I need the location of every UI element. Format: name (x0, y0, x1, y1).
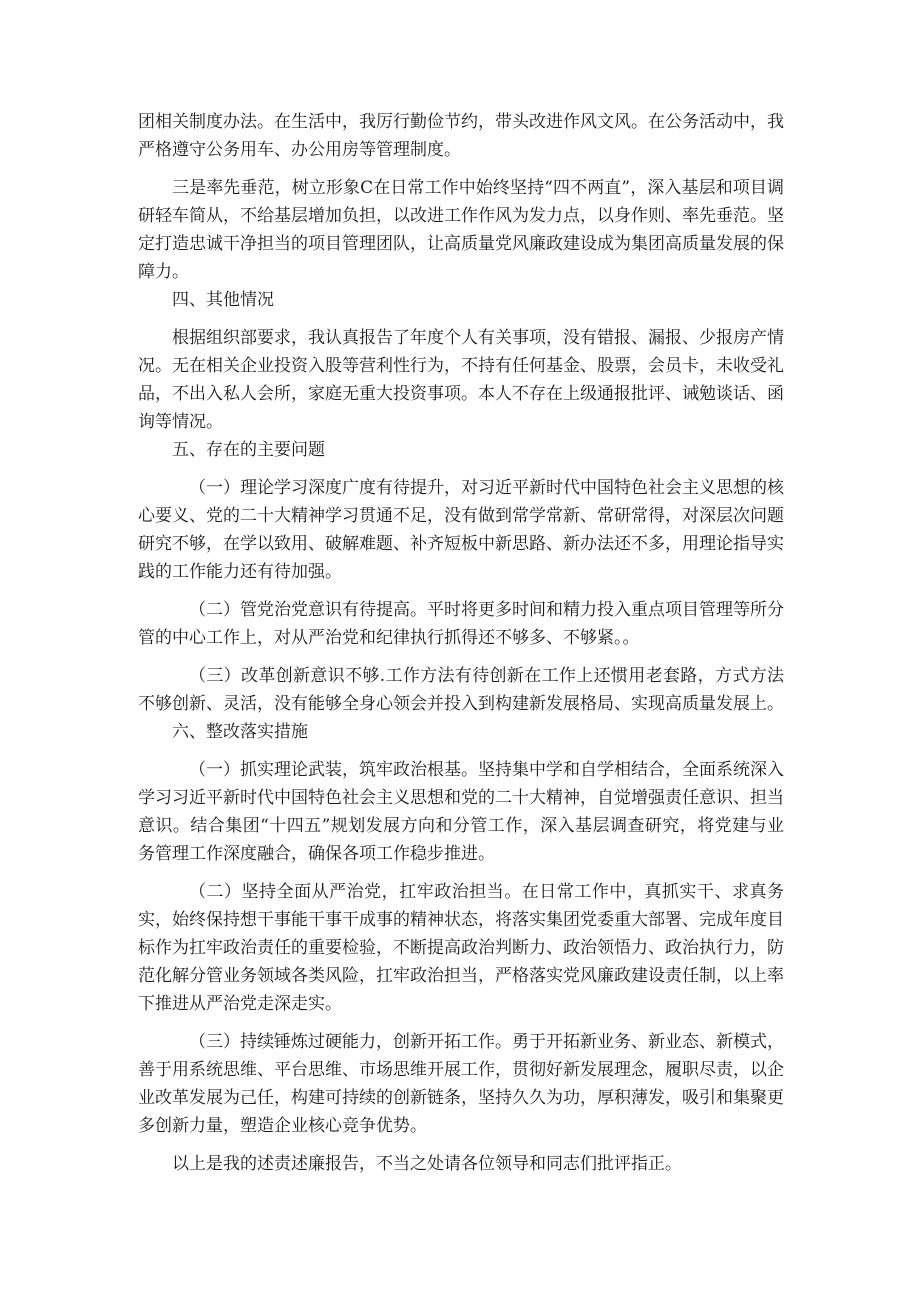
paragraph-personal-report: 根据组织部要求，我认真报告了年度个人有关事项，没有错报、漏报、少报房产情况。无在相关企业投资入股等营利性行为，不持有任何基金、股票，会员卡，未收受礼品，不出入私人会所，家庭无重大投资事项。本人不存在上级通报批评、诫勉谈话、函询等情况。 (138, 328, 784, 432)
paragraph-measure-3: （三）持续锤炼过硬能力，创新开拓工作。勇于开拓新业务、新业态、新模式，善于用系统思维、平台思维、市场思维开展工作，贯彻好新发展理念，履职尽责，以企业改革发展为己任，构建可持续的创新链条，坚持久久为功，厚积薄发，吸引和集聚更多创新力量，塑造企业核心竞争优势。 (138, 1032, 784, 1136)
paragraph-problem-2: （二）管党治党意识有待提高。平时将更多时间和精力投入重点项目管理等所分管的中心工作上，对从严治党和纪律执行抓得还不够多、不够紧。。 (138, 600, 784, 648)
section-heading-other: 四、其他情况 (172, 290, 274, 310)
paragraph-measure-1: （一）抓实理论武装，筑牢政治根基。坚持集中学和自学相结合，全面系统深入学习习近平新时代中国特色社会主义思想和党的二十大精神，自觉增强责任意识、担当意识。结合集团“十四五”规划发展方向和分管工作，深入基层调查研究，将党建与业务管理工作深度融合，确保各项工作稳步推进。 (138, 760, 784, 864)
paragraph-measure-2: （二）坚持全面从严治党，扛牢政治担当。在日常工作中，真抓实干、求真务实，始终保持想干事能干事干成事的精神状态，将落实集团党委重大部署、完成年度目标作为扛牢政治责任的重要检验，不断提高政治判断力、政治领悟力、政治执行力，防范化解分管业务领域各类风险，扛牢政治担当，严格落实党风廉政建设责任制，以上率下推进从严治党走深走实。 (138, 882, 784, 1014)
paragraph-problem-1: （一）理论学习深度广度有待提升，对习近平新时代中国特色社会主义思想的核心要义、党的二十大精神学习贯通不足，没有做到常学常新、常研常得，对深层次问题研究不够，在学以致用、破解难题、补齐短板中新思路、新办法还不多，用理论指导实践的工作能力还有待加强。 (138, 478, 784, 582)
paragraph-problem-3: （三）改革创新意识不够.工作方法有待创新在工作上还惯用老套路，方式方法不够创新、灵活，没有能够全身心领会并投入到构建新发展格局、实现高质量发展上。 (138, 666, 784, 714)
paragraph-closing: 以上是我的述责述廉报告，不当之处请各位领导和同志们批评指正。 (172, 1154, 682, 1174)
section-heading-problems: 五、存在的主要问题 (172, 440, 325, 460)
document-page (138, 108, 784, 1178)
paragraph-lead-by-example: 三是率先垂范，树立形象C在日常工作中始终坚持“四不两直”，深入基层和项目调研轻车简从，不给基层增加负担，以改进工作作风为发力点，以身作则、率先垂范。坚定打造忠诚干净担当的项目管理团队，让高质量党风廉政建设成为集团高质量发展的保障力。 (138, 178, 784, 282)
paragraph-regulations: 团相关制度办法。在生活中，我厉行勤俭节约，带头改进作风文风。在公务活动中，我严格遵守公务用车、办公用房等管理制度。 (138, 112, 784, 160)
section-heading-measures: 六、整改落实措施 (172, 722, 308, 742)
